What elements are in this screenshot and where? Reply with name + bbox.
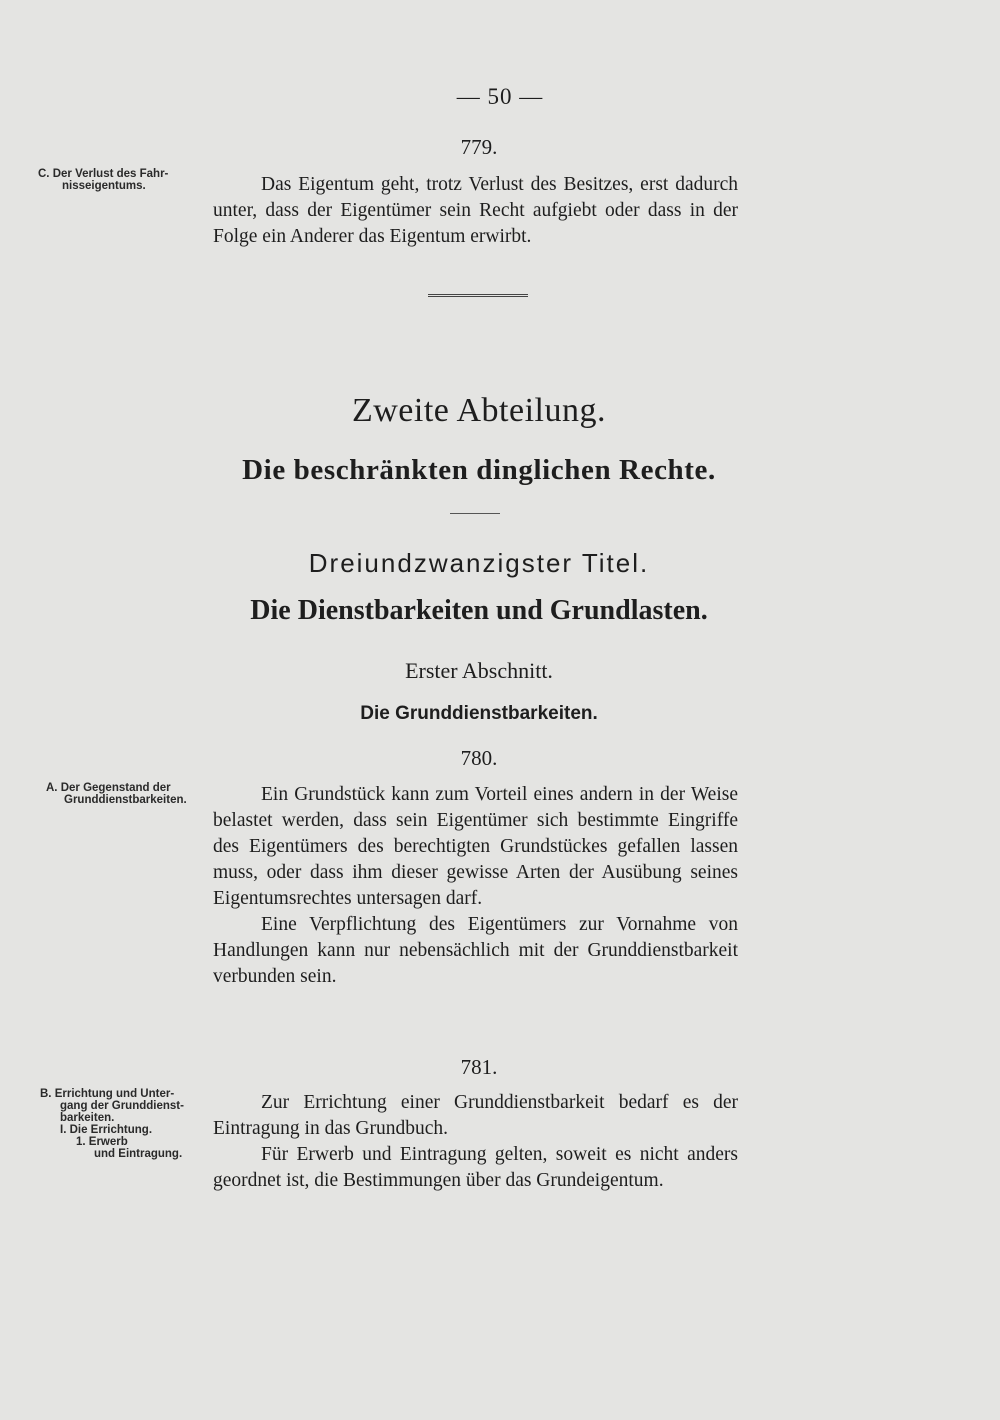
margin-note-line: 1. Erwerb [76,1136,128,1148]
article-text [213,172,738,250]
paragraph: Zur Errichtung einer Grunddienstbarkeit bedarf es der Eintragung in das Grundbuch. [213,1092,738,1139]
title-heading: Dreiundzwanzigster Titel. [308,548,650,578]
divider [428,294,528,297]
article-text [213,782,738,990]
margin-note-line: B. Errichtung und Unter- [40,1088,175,1100]
title-subtitle: Die Dienstbarkeiten und Grundlasten. [250,595,708,626]
margin-note-line: barkeiten. [60,1112,115,1124]
margin-note [38,168,208,192]
paragraph: Für Erwerb und Eintragung gelten, soweit es nicht anders geordnet ist, die Bestimmungen über das Grundeigentum. [213,1144,738,1191]
margin-note-line: C. Der Verlust des Fahr- [38,168,169,180]
page-number: — 50 — [456,84,544,109]
margin-note-line: Grunddienstbarkeiten. [64,794,187,806]
section-heading: Erster Abschnitt. [405,658,553,683]
margin-note-line: und Eintragung. [94,1148,183,1160]
margin-note [46,782,216,806]
section-subtitle: Die Grunddienstbarkeiten. [360,703,598,724]
margin-note [40,1088,210,1160]
article-number: 779. [460,135,498,159]
margin-note-line: gang der Grunddienst- [60,1100,184,1112]
divider [450,513,500,514]
article-number: 781. [460,1055,498,1079]
margin-note-line: A. Der Gegenstand der [46,782,171,794]
part-subtitle: Die beschränkten dinglichen Rechte. [242,454,716,486]
paragraph: Das Eigentum geht, trotz Verlust des Besitzes, erst dadurch unter, dass der Eigentümer sein Recht aufgiebt oder dass in der Folge ein Anderer das Eigentum erwirbt. [213,174,738,247]
article-text [213,1090,738,1194]
paragraph: Ein Grundstück kann zum Vorteil eines andern in der Weise belastet werden, dass sein Eigentümer sich bestimmte Eingriffe des Eigentümers des berechtigten Grundstückes gefallen lassen muss, oder dass ihm dieser gewisse Arten der Ausübung seines Eigentumsrechtes untersagen darf. [213,784,738,909]
article-number: 780. [460,746,498,770]
margin-note-line: I. Die Errichtung. [60,1124,153,1136]
part-heading: Zweite Abteilung. [351,392,606,429]
paragraph: Eine Verpflichtung des Eigentümers zur Vornahme von Handlungen kann nur nebensächlich mit der Grunddienstbarkeit verbunden sein. [213,914,738,987]
margin-note-line: nisseigentums. [62,180,146,192]
